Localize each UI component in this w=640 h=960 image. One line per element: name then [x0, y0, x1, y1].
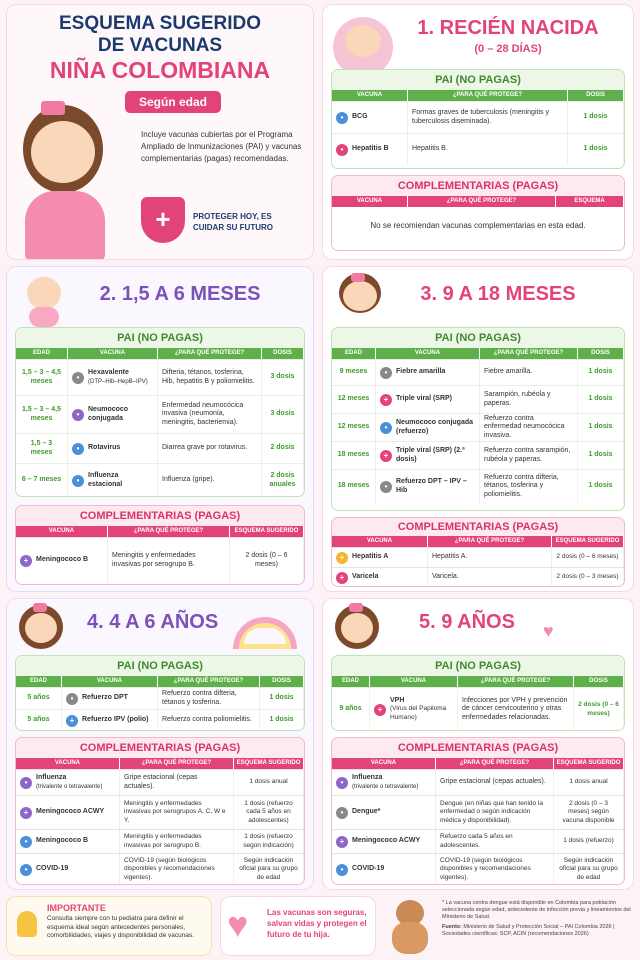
girl-illustration — [333, 603, 381, 653]
title-line1: ESQUEMA SUGERIDO — [59, 13, 261, 34]
teddy-bear-illustration — [386, 900, 434, 954]
s5-comp-table: COMPLEMENTARIAS (PAGAS) VACUNA ¿PARA QUÉ PROTEGE? ESQUEMA SUGERIDO • Influenza (trivalente o tetravalente) Gripe estacional (cepas actuales). 1 dosis anual • Dengue* Dengue (en niñas que han tenido la enfermedad o según indicación médica y disponibilidad). 2 dosis (0 – 3 meses) según vacuna disponible + Meningococo ACWY Refuerzo cada 5 años en adolescentes. 1 dosis (refuerzo) • COVID-19 COVID-19 (según biológicos disponibles y recomendaciones vigentes). Según indicación oficial para su grupo de edad — [331, 737, 625, 885]
shield-icon: + — [374, 704, 386, 716]
table-row: • Influenza (trivalente o tetravalente) Gripe estacional (cepas actuales). 1 dosis anual — [332, 769, 624, 795]
important-text: Consulta siempre con tu pediatra para definir el esquema ideal según antecedentes personales, comorbilidades, viajes y disponibilidad de vacunas. — [47, 915, 195, 939]
s4-pai-table: PAI (NO PAGAS) EDAD VACUNA ¿PARA QUÉ PROTEGE? DOSIS 5 años • Refuerzo DPT Refuerzo contra difteria, tétanos y tosferina. 1 dosis 5 años + Refuerzo IPV (polio) Refuerzo contra poliomielitis. 1 dosis — [15, 655, 305, 731]
table-row: + Meningococo ACWY Meningitis y enfermedades invasivas por serogrupos A, C, W e Y. 1 dosis (refuerzo cada 5 años en adolescentes) — [16, 795, 304, 829]
section-2-card — [6, 266, 314, 592]
section-4-card — [6, 598, 314, 890]
table-row: 5 años + Refuerzo IPV (polio) Refuerzo contra poliomielitis. 1 dosis — [16, 709, 304, 731]
virus-icon: • — [336, 864, 348, 876]
shield-icon: + — [336, 552, 348, 564]
lightbulb-icon — [17, 911, 37, 937]
syringe-icon: • — [66, 693, 78, 705]
table-row: 1,5 – 3 meses • Rotavirus Diarrea grave por rotavirus. 2 dosis — [16, 433, 304, 463]
title-line3: NIÑA COLOMBIANA — [49, 57, 271, 83]
table-row: • COVID-19 COVID-19 (según biológicos disponibles y recomendaciones vigentes). Según indicación oficial para su grupo de edad — [332, 853, 624, 885]
message-box — [220, 896, 376, 956]
syringe-icon: • — [72, 372, 84, 384]
section-1-subtitle: (0 – 28 DÍAS) — [474, 43, 542, 55]
table-row: 6 – 7 meses • Influenza estacional Influenza (gripe). 2 dosis anuales — [16, 463, 304, 497]
s2-pai-table: PAI (NO PAGAS) EDAD VACUNA ¿PARA QUÉ PROTEGE? DOSIS 1,5 – 3 – 4,5 meses • Hexavalente (DTP–Hib–HepB–IPV) Difteria, tétanos, tosferina, Hib, hepatitis B y poliomielitis. 3 dosis 1,5 – 3 – 4,5 meses • Neumococo conjugada Enfermedad neumocócica invasiva (neumonía, meningitis, bacteriemia). 3 dosis 1,5 – 3 meses • Rotavirus Diarrea grave por rotavirus. 2 dosis 6 – 7 meses • Influenza estacional Influenza (gripe). 2 dosis anuales — [15, 327, 305, 497]
section-5-title: 5. 9 AÑOS — [419, 611, 515, 633]
heart-icon: ♥ — [543, 621, 554, 641]
age-pill: Según edad — [125, 91, 221, 113]
virus-icon: • — [72, 443, 84, 455]
syringe-icon: • — [380, 481, 392, 493]
table-row: 18 meses • Refuerzo DPT – IPV – Hib Refuerzo contra difteria, tétanos, tosferina y poliomielitis. 1 dosis — [332, 469, 624, 503]
mosquito-icon: • — [380, 367, 392, 379]
source-text: Ministerio de Salud y Protección Social – PAI Colombia 2026 | Sociedades científicas: SCP, ACIN (recomendaciones 2026) — [442, 924, 615, 937]
section-1-title: 1. RECIÉN NACIDA — [417, 17, 599, 39]
title-line2: DE VACUNAS — [97, 35, 223, 56]
liver-icon: • — [336, 144, 348, 156]
shield-icon: + — [20, 555, 32, 567]
shield-icon: + — [336, 572, 348, 584]
heart-icon: ♥ — [227, 904, 249, 945]
table-row: 9 años + VPH (Virus del Papiloma Humano) Infecciones por VPH y prevención de cáncer cervicouterino y otras enfermedades relacionadas. 2 dosis (0 – 6 meses) — [332, 687, 624, 731]
table-row: 12 meses • Neumococo conjugada (refuerzo) Refuerzo contra enfermedad neumocócica invasiva. 1 dosis — [332, 413, 624, 441]
table-row: • Meningococo B Meningitis y enfermedades invasivas por serogrupo B. 1 dosis (refuerzo según indicación) — [16, 829, 304, 853]
section-3-title: 3. 9 A 18 MESES — [420, 283, 576, 305]
important-title: IMPORTANTE — [47, 903, 106, 913]
intro-description: Incluye vacunas cubiertas por el Programa Ampliado de Inmunizaciones (PAI) y vacunas complementarias (pagas) recomendadas. — [141, 130, 302, 163]
table-row: • Influenza (trivalente o tetravalente) Gripe estacional (cepas actuales). 1 dosis anual — [16, 769, 304, 795]
s3-pai-table: PAI (NO PAGAS) EDAD VACUNA ¿PARA QUÉ PROTEGE? DOSIS 9 meses • Fiebre amarilla Fiebre amarilla. 1 dosis 12 meses + Triple viral (SRP) Sarampión, rubéola y paperas. 1 dosis 12 meses • Neumococo conjugada (refuerzo) Refuerzo contra enfermedad neumocócica invasiva. 1 dosis 18 meses + Triple viral (SRP) (2.ª dosis) Refuerzo contra sarampión, rubéola y paperas. 1 dosis 18 meses • Refuerzo DPT – IPV – Hib Refuerzo contra difteria, tétanos, tosferina y poliomielitis. 1 dosis — [331, 327, 625, 511]
virus-icon: • — [72, 409, 84, 421]
virus-icon: • — [336, 777, 348, 789]
virus-icon: • — [20, 864, 32, 876]
col-dosis: DOSIS — [568, 90, 624, 101]
slogan: PROTEGER HOY, ES CUIDAR SU FUTURO — [193, 212, 273, 232]
virus-icon: • — [20, 777, 32, 789]
s1-comp-table: COMPLEMENTARIAS (PAGAS) VACUNA ¿PARA QUÉ PROTEGE? ESQUEMA SUGERIDO No se recomiendan vacunas complementarias en esta edad. — [331, 175, 625, 251]
section-4-title: 4. 4 A 6 AÑOS — [87, 611, 219, 633]
girl-illustration — [17, 603, 65, 653]
table-row: 18 meses + Triple viral (SRP) (2.ª dosis) Refuerzo contra sarampión, rubéola y paperas. 1 dosis — [332, 441, 624, 469]
shield-icon: + — [336, 836, 348, 848]
table-row: 1,5 – 3 – 4,5 meses • Neumococo conjugada Enfermedad neumocócica invasiva (neumonía, meningitis, bacteriemia). 3 dosis — [16, 395, 304, 433]
table-row: • Dengue* Dengue (en niñas que han tenido la enfermedad o según indicación médica y disponibilidad). 2 dosis (0 – 3 meses) según vacuna disponible — [332, 795, 624, 829]
table-row: 12 meses + Triple viral (SRP) Sarampión, rubéola y paperas. 1 dosis — [332, 385, 624, 413]
virus-icon: • — [20, 836, 32, 848]
shield-icon: + — [380, 394, 392, 406]
safety-message: Las vacunas son seguras, salvan vidas y protegen el futuro de tu hija. — [267, 908, 367, 939]
section-1-card — [322, 4, 634, 260]
section-5-card — [322, 598, 634, 890]
table-row: + Varicela Varicela. 2 dosis (0 – 3 meses) — [332, 567, 624, 587]
table-row: + Meningococo B Meningitis y enfermedades invasivas por serogrupo B. 2 dosis (0 – 6 meses) — [16, 537, 304, 583]
table-row: • Hepatitis B Hepatitis B. 1 dosis — [332, 133, 624, 165]
s1-pai-header: PAI (NO PAGAS) — [332, 70, 624, 90]
girl-illustration — [11, 95, 121, 260]
shield-icon: + — [20, 807, 32, 819]
table-row: 1,5 – 3 – 4,5 meses • Hexavalente (DTP–Hib–HepB–IPV) Difteria, tétanos, tosferina, Hib, hepatitis B y poliomielitis. 3 dosis — [16, 359, 304, 395]
important-box — [6, 896, 212, 956]
rainbow-illustration — [233, 617, 297, 649]
table-row: 5 años • Refuerzo DPT Refuerzo contra difteria, tétanos y tosferina. 1 dosis — [16, 687, 304, 709]
virus-icon: • — [72, 475, 84, 487]
col-protege: ¿PARA QUÉ PROTEGE? — [408, 90, 568, 101]
s1-pai-table — [331, 69, 625, 169]
microscope-icon: • — [336, 112, 348, 124]
s5-pai-table: PAI (NO PAGAS) EDAD VACUNA ¿PARA QUÉ PROTEGE? DOSIS 9 años + VPH (Virus del Papiloma Humano) Infecciones por VPH y prevención de cáncer cervicouterino y otras enfermedades relacionadas. 2 dosis (0 – 6 meses) — [331, 655, 625, 731]
shield-icon: + — [66, 715, 78, 727]
section-3-card — [322, 266, 634, 592]
s2-comp-table: COMPLEMENTARIAS (PAGAS) VACUNA ¿PARA QUÉ PROTEGE? ESQUEMA SUGERIDO + Meningococo B Meningitis y enfermedades invasivas por serogrupo B. 2 dosis (0 – 6 meses) — [15, 505, 305, 585]
s4-comp-table: COMPLEMENTARIAS (PAGAS) VACUNA ¿PARA QUÉ PROTEGE? ESQUEMA SUGERIDO • Influenza (trivalente o tetravalente) Gripe estacional (cepas actuales). 1 dosis anual + Meningococo ACWY Meningitis y enfermedades invasivas por serogrupos A, C, W e Y. 1 dosis (refuerzo cada 5 años en adolescentes) • Meningococo B Meningitis y enfermedades invasivas por serogrupo B. 1 dosis (refuerzo según indicación) • COVID-19 COVID-19 (según biológicos disponibles y recomendaciones vigentes). Según indicación oficial para su grupo de edad — [15, 737, 305, 885]
s1-comp-note: No se recomiendan vacunas complementarias en esta edad. — [370, 221, 586, 230]
section-2-title: 2. 1,5 A 6 MESES — [99, 283, 261, 305]
virus-icon: • — [380, 422, 392, 434]
mosquito-icon: • — [336, 807, 348, 819]
col-vacuna: VACUNA — [332, 90, 408, 101]
source-label: Fuente: — [442, 924, 462, 930]
s1-comp-header: COMPLEMENTARIAS (PAGAS) — [332, 176, 624, 196]
shield-icon: + — [141, 197, 185, 243]
table-row: • BCG Formas graves de tuberculosis (meningitis y tuberculosis diseminada). 1 dosis — [332, 101, 624, 133]
table-row: + Hepatitis A Hepatitis A. 2 dosis (0 – 6 meses) — [332, 547, 624, 567]
intro-card — [6, 4, 314, 260]
shield-icon: + — [380, 450, 392, 462]
table-row: 9 meses • Fiebre amarilla Fiebre amarilla. 1 dosis — [332, 359, 624, 385]
footnotes — [442, 900, 634, 938]
dengue-footnote: * La vacuna contra dengue está disponible en Colombia para población seleccionada según edad, antecedente de infección previa y lineamientos del Ministerio de Salud. — [442, 900, 631, 920]
table-row: + Meningococo ACWY Refuerzo cada 5 años en adolescentes. 1 dosis (refuerzo) — [332, 829, 624, 853]
table-row: • COVID-19 COVID-19 (según biológicos disponibles y recomendaciones vigentes). Según indicación oficial para su grupo de edad — [16, 853, 304, 885]
s3-comp-table: COMPLEMENTARIAS (PAGAS) VACUNA ¿PARA QUÉ PROTEGE? ESQUEMA SUGERIDO + Hepatitis A Hepatitis A. 2 dosis (0 – 6 meses) + Varicela Varicela. 2 dosis (0 – 3 meses) — [331, 517, 625, 587]
